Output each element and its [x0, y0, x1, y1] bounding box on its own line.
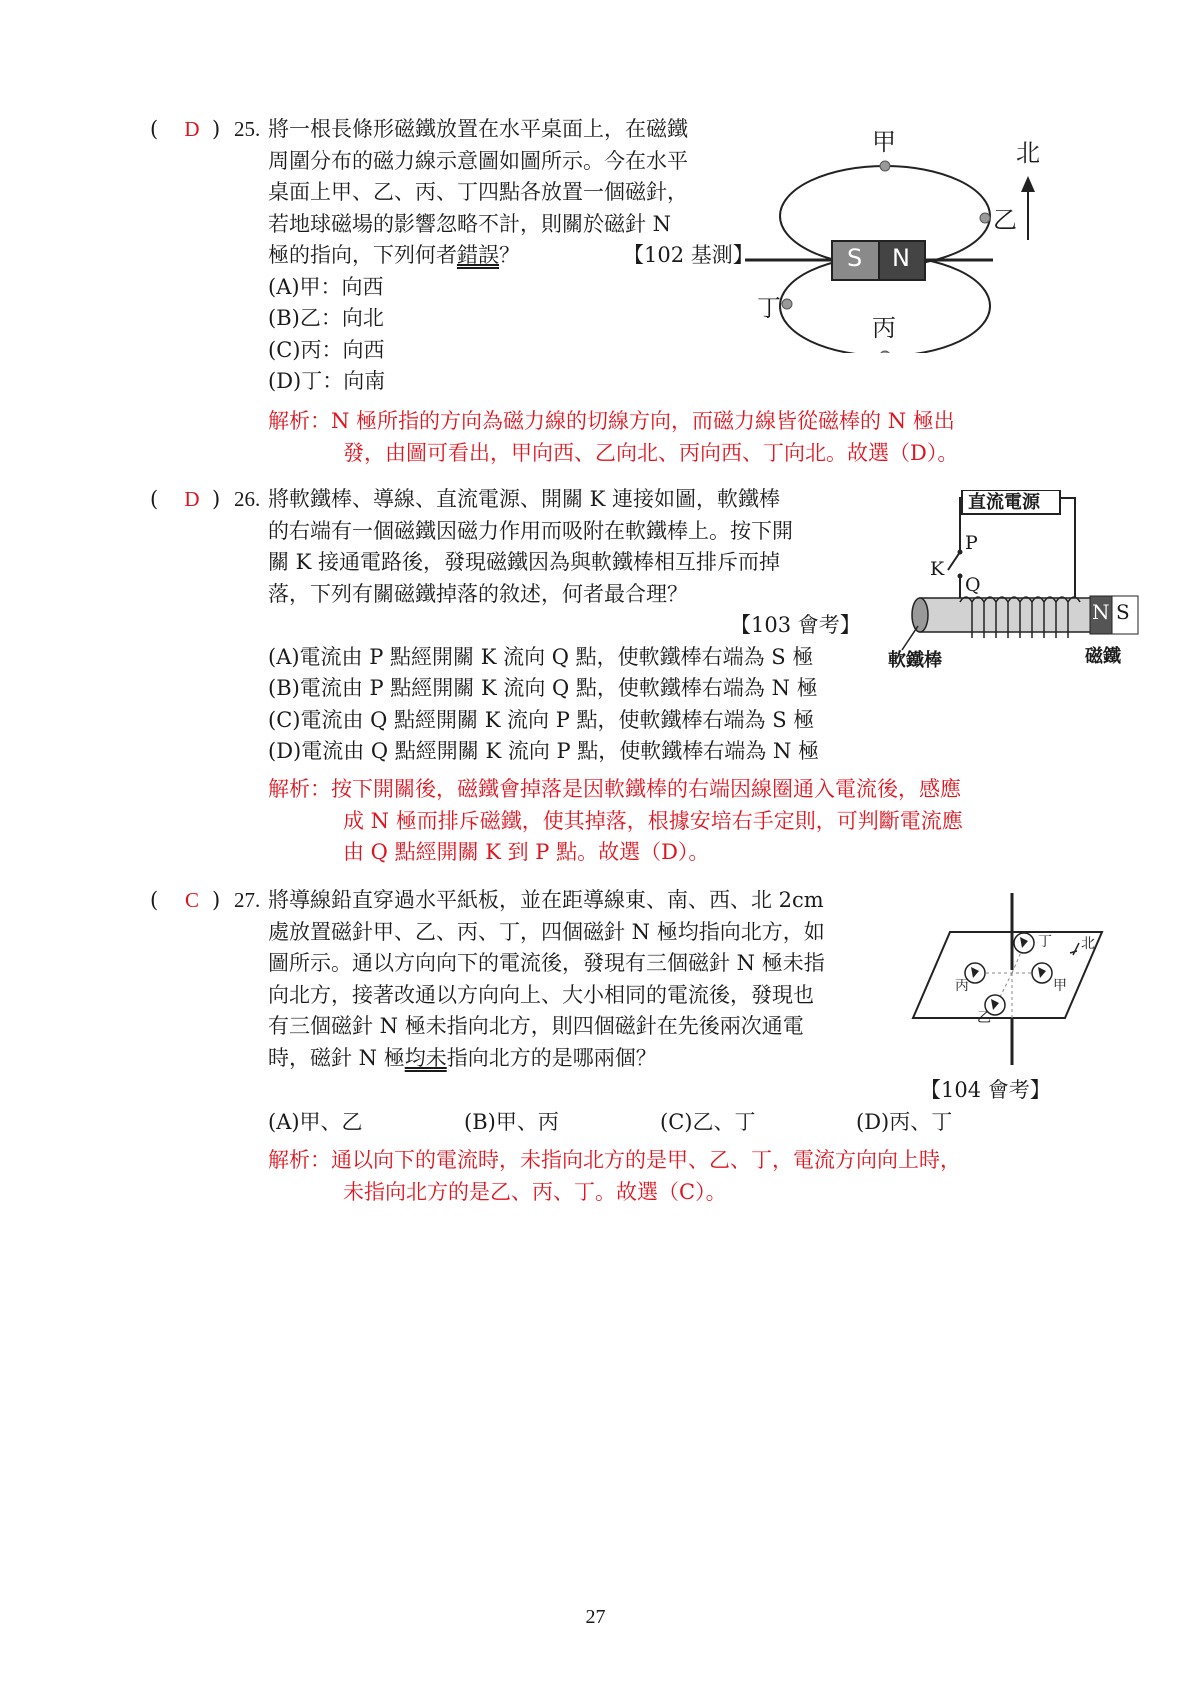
explanation-26: 解析：按下開關後，磁鐵會掉落是因軟鐵棒的右端因線圈通入電流後，感應 成 N 極而排斥磁鐵，使其掉落，根據安培右手定則，可判斷電流應 由 Q 點經開關 K 到 P 點。故選（D）。	[268, 777, 963, 864]
figure-electromagnet-circuit	[880, 490, 1145, 675]
emphasis-text: 均未	[404, 1045, 447, 1070]
option-c: (C)乙、丁	[660, 1110, 756, 1134]
compass-bing-label: 丙	[955, 978, 969, 994]
page-number: 27	[585, 1606, 606, 1628]
soft-iron-rod-label: 軟鐵棒	[888, 650, 942, 671]
question-header: ( D ) 26.	[150, 484, 260, 516]
power-source-label: 直流電源	[968, 492, 1040, 513]
options-row	[268, 1107, 1052, 1139]
option-d: (D)丁：向南	[268, 369, 386, 393]
point-ding-label: 丁	[757, 294, 781, 322]
question-header: ( D ) 25.	[150, 114, 260, 146]
emphasis-text: 錯誤	[457, 243, 499, 267]
switch-k-label: K	[930, 558, 945, 580]
option-b: (B)乙：向北	[268, 306, 384, 330]
magnet-n-label: N	[892, 244, 910, 272]
option-b: (B)甲、丙	[464, 1110, 559, 1134]
answer-badge: D	[184, 487, 200, 511]
magnet-s-label: S	[847, 244, 863, 272]
source-tag: 【103 會考】	[730, 613, 861, 637]
option-c: (C)電流由 Q 點經開關 K 流向 P 點，使軟鐵棒右端為 S 極	[268, 707, 815, 732]
question-number: 27.	[234, 888, 261, 912]
question-stem: 將軟鐵棒、導線、直流電源、開關 K 連接如圖，軟鐵棒 的右端有一個磁鐵因磁力作用而吸附在軟鐵棒上。按下開 關 K 接通電路後，發現磁鐵因為與軟鐵棒相互排斥而掉 落，下列有關磁鐵掉落的敘述，何者最合理？ (A)電流由 P 點經開關 K 流向 Q 點，使軟鐵棒右端為 S 極 (B)電流由 P 點經開關 K 流向 Q 點，使軟鐵棒右端為 N 極 (C)電流由 Q 點經開關 K 流向 P 點，使軟鐵棒右端為 S 極 (D)電流由 Q 點經開關 K 流向 P 點，使軟鐵棒右端為 N 極	[268, 484, 819, 768]
point-q-label: Q	[965, 574, 981, 596]
magnet-n-label: N	[1092, 600, 1110, 624]
explanation-25: 解析：N 極所指的方向為磁力線的切線方向，而磁力線皆從磁棒的 N 極出 發，由圖可看出，甲向西、乙向北、丙向西、丁向北。故選（D）。	[268, 409, 959, 465]
magnet-label: 磁鐵	[1085, 646, 1121, 667]
option-d: (D)電流由 Q 點經開關 K 流向 P 點，使軟鐵棒右端為 N 極	[268, 739, 820, 763]
point-p-label: P	[965, 532, 978, 554]
north-label: 北	[1081, 936, 1095, 952]
point-jia-label: 甲	[872, 128, 896, 156]
option-a: (A)甲、乙	[268, 1110, 363, 1134]
magnet-s-label: S	[1116, 600, 1130, 624]
north-label: 北	[1016, 139, 1040, 167]
question-header: ( C ) 27.	[150, 885, 260, 917]
question-number: 25.	[234, 117, 261, 141]
point-yi-label: 乙	[993, 206, 1017, 234]
source-tag: 【104 會考】	[920, 1078, 1051, 1102]
compass-ding-label: 丁	[1038, 934, 1052, 950]
compass-jia-label: 甲	[1053, 978, 1067, 994]
question-number: 26.	[234, 487, 261, 511]
question-stem: 將導線鉛直穿過水平紙板，並在距導線東、南、西、北 2cm 處放置磁針甲、乙、丙、丁，四個磁針 N 極均指向北方，如 圖所示。通以方向向下的電流後，發現有三個磁針 N 極未指 向北方，接著改通以方向向上、大小相同的電流後，發現也 有三個磁針 N 極未指向北方，則四個磁針在先後兩次通電 時，磁針 N 極均未指向北方的是哪兩個？	[268, 888, 825, 1070]
answer-badge: C	[184, 888, 199, 912]
question-stem: 將一根長條形磁鐵放置在水平桌面上，在磁鐵 周圍分布的磁力線示意圖如圖所示。今在水平 桌面上甲、乙、丙、丁四點各放置一個磁針， 若地球磁場的影響忽略不計，則關於磁針 N 極的指向，下列何者錯誤？ (A)甲：向西 (B)乙：向北 (C)丙：向西 (D)丁：向南	[268, 114, 688, 398]
point-bing-label: 丙	[872, 314, 896, 342]
figure-bar-magnet-field	[735, 128, 1045, 353]
answer-badge: D	[184, 117, 200, 141]
explanation-27: 解析：通以向下的電流時，未指向北方的是甲、乙、丁，電流方向向上時， 未指向北方的是乙、丙、丁。故選（C）。	[268, 1148, 961, 1204]
option-a: (A)電流由 P 點經開關 K 流向 Q 點，使軟鐵棒右端為 S 極	[268, 644, 814, 669]
compass-yi-label: 乙	[977, 1010, 991, 1026]
option-a: (A)甲：向西	[268, 274, 384, 299]
figure-wire-compasses	[905, 885, 1120, 1070]
option-c: (C)丙：向西	[268, 337, 385, 362]
option-d: (D)丙、丁	[856, 1110, 953, 1134]
option-b: (B)電流由 P 點經開關 K 流向 Q 點，使軟鐵棒右端為 N 極	[268, 676, 818, 700]
source-tag: 【102 基測】	[623, 243, 754, 267]
